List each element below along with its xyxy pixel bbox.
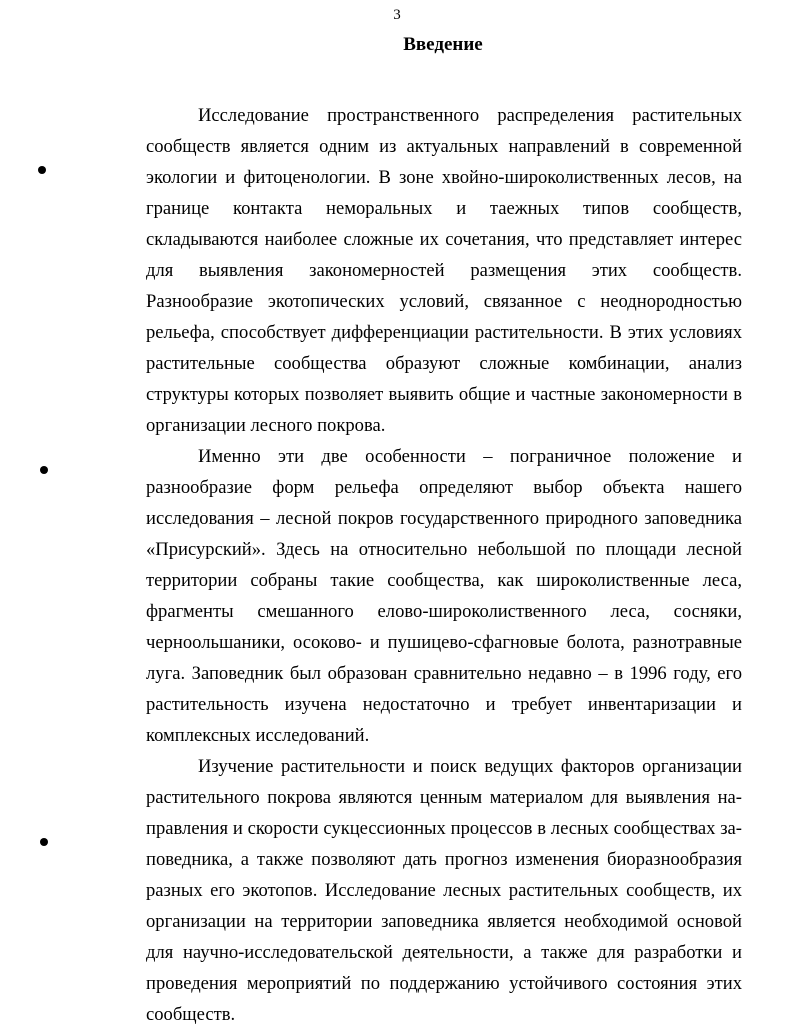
paragraph: Изучение растительности и поиск ведущих факторов организации растительного покрова являются ценным материалом для выявления направления и скорости сукцессионных процессов в лесных сообществах заповедника, а также позволяют дать прогноз изменения биоразнообразия разных его экотопов. Исследование лесных растительных сообществ, их организации на территории заповедника является необходимой основой для научно-исследовательской деятельности, а также для разработки и проведения мероприятий по поддержанию устойчивого состояния этих сообществ.	[146, 756, 742, 1025]
margin-bullet-mark	[40, 838, 48, 846]
margin-bullet-mark	[40, 466, 48, 474]
body-text	[146, 100, 742, 1030]
margin-bullet-mark	[38, 166, 46, 174]
page-number: 3	[393, 7, 401, 23]
paragraph: Именно эти две особенности – пограничное положение и разнообразие форм рельефа определяют выбор объекта нашего исследования – лесной покров государственного природного заповедника «Присурский». Здесь на относительно небольшой по площади лесной территории собраны такие сообщества, как широколиственные леса, фрагменты смешанного елово-широколиственного леса, сосняки, черноольшаники, осоково- и пушицево-сфагновые болота, разнотравные луга. Заповедник был образован сравнительно недавно – в 1996 году, его растительность изучена недостаточно и требует инвентаризации и комплексных исследований.	[146, 446, 742, 746]
page-title: Введение	[403, 34, 483, 55]
paragraph: Исследование пространственного распределения растительных сообществ является одним из актуальных направлений в современной экологии и фитоценологии. В зоне хвойно-широколиственных лесов, на границе контакта неморальных и таежных типов сообществ, складываются наиболее сложные их сочетания, что представляет интерес для выявления закономерностей размещения этих сообществ. Разнообразие экотопических условий, связанное с неоднородностью рельефа, способствует дифференциации растительности. В этих условиях растительные сообщества образуют сложные комбинации, анализ структуры которых позволяет выявить общие и частные закономерности в организации лесного покрова.	[146, 105, 742, 436]
